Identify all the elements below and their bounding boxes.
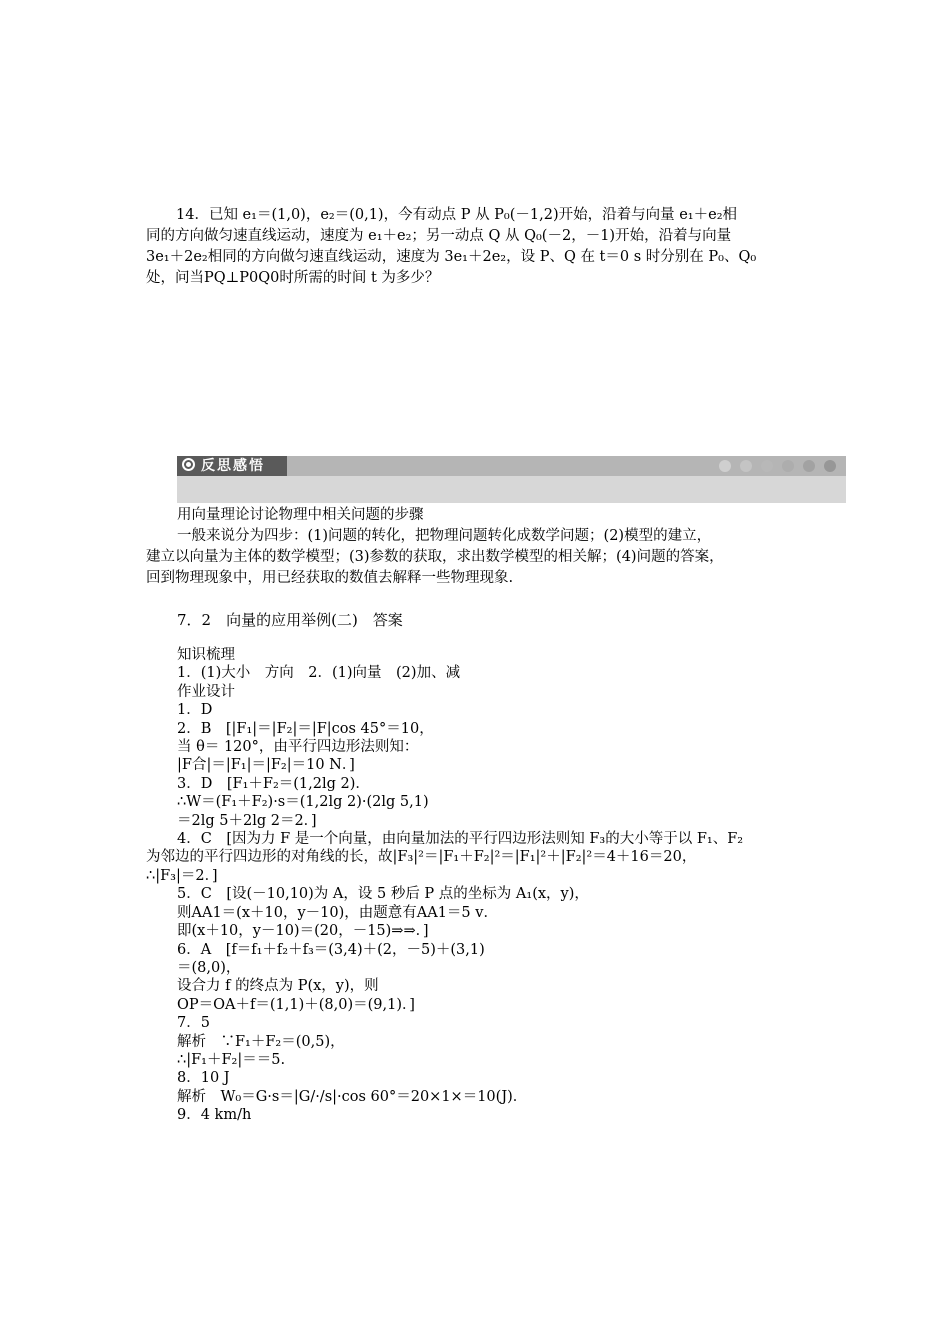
answer-line: 知识梳理 — [177, 647, 235, 663]
reflection-section — [146, 505, 724, 589]
answer-line: 作业设计 — [177, 683, 235, 700]
answer-line: 解析 W₀＝G·s＝|G/·/s|·cos 60°＝20×1×＝10(J)． — [177, 1088, 528, 1105]
banner-tab — [177, 456, 287, 476]
answer-line: ∴|F₁＋F₂|＝＝5. — [177, 1051, 286, 1068]
decorative-dot-icon — [740, 460, 752, 472]
decorative-dot-icon — [782, 460, 794, 472]
problem-14 — [146, 205, 814, 289]
answer-line: ＝2lg 5＋2lg 2＝2．] — [177, 812, 317, 829]
decorative-dot-icon — [824, 460, 836, 472]
answers-title: 7．2 向量的应用举例(二) 答案 — [177, 611, 403, 629]
decorative-dot-icon — [761, 460, 773, 472]
reflection-banner — [177, 456, 846, 503]
answer-line: 5．C [设(－10,10)为 A，设 5 秒后 P 点的坐标为 A₁(x，y)， — [177, 886, 589, 903]
target-circle-icon — [182, 458, 195, 471]
problem-14-line-1: 14．已知 e₁＝(1,0)，e₂＝(0,1)，今有动点 P 从 P₀(－1,2)开始，沿着与向量 e₁＋e₂相 — [176, 207, 738, 223]
answer-line: 3．D [F₁＋F₂＝(1,2lg 2)． — [177, 775, 370, 792]
answer-line: 为邻边的平行四边形的对角线的长，故|F₃|²＝|F₁＋F₂|²＝|F₁|²＋|F₂|²＝4＋16＝20， — [146, 849, 697, 866]
answer-line: 1．(1)大小 方向 2．(1)向量 (2)加、减 — [177, 665, 461, 682]
problem-14-line-2: 同的方向做匀速直线运动，速度为 e₁＋e₂；另一动点 Q 从 Q₀(－2，－1)开始，沿着与向量 — [146, 228, 732, 244]
answer-line: ∴|F₃|＝2．] — [146, 867, 218, 884]
reflection-line-3: 回到物理现象中，用已经获取的数值去解释一些物理现象. — [146, 570, 514, 586]
answer-line: OP＝OA＋f＝(1,1)＋(8,0)＝(9,1)．] — [177, 996, 415, 1013]
decorative-dot-icon — [803, 460, 815, 472]
banner-title: 反思感悟 — [201, 458, 265, 474]
banner-dots — [719, 460, 836, 472]
answer-line: 9．4 km/h — [177, 1107, 252, 1124]
answer-line: 2．B [|F₁|＝|F₂|＝|F|cos 45°＝10， — [177, 720, 434, 737]
answer-line: 设合力 f 的终点为 P(x，y)，则 — [177, 978, 379, 995]
answer-line: 即(x＋10，y－10)＝(20，－15)⇒⇒．] — [177, 923, 429, 940]
answer-line: 4．C [因为力 F 是一个向量，由向量加法的平行四边形法则知 F₃的大小等于以 F₁、F₂ — [177, 831, 744, 848]
answer-line: 解析 ∵F₁＋F₂＝(0,5)， — [177, 1033, 345, 1050]
answer-line: 8．10 J — [177, 1070, 230, 1087]
decorative-dot-icon — [719, 460, 731, 472]
problem-14-line-4: 处，问当PQ⊥P0Q0时所需的时间 t 为多少？ — [146, 270, 440, 286]
answers-section — [146, 646, 743, 1125]
answer-line: |F合|＝|F₁|＝|F₂|＝10 N．] — [177, 757, 355, 774]
answer-line: ∴W＝(F₁＋F₂)·s＝(1,2lg 2)·(2lg 5,1) — [177, 794, 429, 811]
answer-line: 当 θ＝ 120°，由平行四边形法则知： — [177, 739, 419, 756]
reflection-line-1: 一般来说分为四步：(1)问题的转化，把物理问题转化成数学问题；(2)模型的建立， — [177, 528, 712, 544]
answer-line: 则AA1＝(x＋10，y－10)，由题意有AA1＝5 v． — [177, 904, 498, 921]
reflection-heading: 用向量理论讨论物理中相关问题的步骤 — [177, 507, 424, 523]
answer-line: 7．5 — [177, 1015, 210, 1032]
answer-line: 1．D — [177, 702, 213, 719]
reflection-line-2: 建立以向量为主体的数学模型；(3)参数的获取，求出数学模型的相关解；(4)问题的答案， — [146, 549, 724, 565]
answer-line: ＝(8,0)， — [177, 959, 241, 976]
answer-line: 6．A [f＝f₁＋f₂＋f₃＝(3,4)＋(2，－5)＋(3,1) — [177, 941, 485, 958]
problem-14-line-3: 3e₁＋2e₂相同的方向做匀速直线运动，速度为 3e₁＋2e₂，设 P、Q 在 t＝0 s 时分别在 P₀、Q₀ — [146, 249, 757, 265]
